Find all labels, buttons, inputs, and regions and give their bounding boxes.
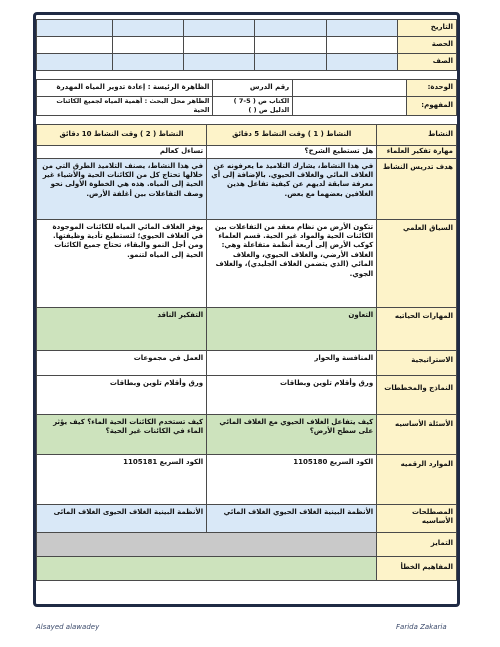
footer-author-right: Farida Zakaria [396,623,447,631]
date-cell-3[interactable] [184,20,255,37]
strategy-2: العمل في مجموعات [37,350,207,375]
header-table [36,19,457,71]
misconceptions-label: المفاهيم الخطأ [377,556,457,580]
digital-resources-1: الكود السريع 1105180 [207,454,377,504]
period-cell-2[interactable] [255,37,326,54]
date-cell-5[interactable] [37,20,113,37]
research-phenomenon: الظاهر محل البحث : أهمية المياه لجميع الكائنات الحية [37,97,213,116]
date-cell-4[interactable] [112,20,183,37]
unit-label: الوحدة: [406,80,456,97]
class-cell-5[interactable] [37,54,113,71]
life-skills-1: التعاون [207,307,377,350]
models-label: النماذج والمخططات [377,375,457,414]
life-skills-2: التفكير الناقد [37,307,207,350]
goal-1: في هذا النشاط، يشارك التلاميذ ما يعرفونه عن الغلاف المائي والغلاف الحيوي. بالإضافة إلى أي معرفة سابقة لديهم عن كيفية تفاعل هذين الغلافين بعضهما مع بعض. [207,158,377,219]
strategy-1: المنافسة والحوار [207,350,377,375]
questions-1: كيف يتفاعل الغلاف الحيوي مع الغلاف المائي على سطح الأرض؟ [207,414,377,454]
unit-table [36,79,457,116]
class-cell-2[interactable] [255,54,326,71]
class-cell-4[interactable] [112,54,183,71]
activity-label: النشاط [377,124,457,145]
key-terms-label: المصطلحات الأساسيه [377,504,457,532]
main-phenomenon: الظاهرة الرئيسة : إعادة تدوير المياه المهدرة [37,80,213,97]
concept-label: المفهوم: [406,97,456,116]
book-reference: الكتاب ص ( 5-7 ) الدليل ص ( ) [213,97,293,116]
questions-2: كيف تستخدم الكائنات الحية الماء؟ كيف يؤثر الماء في الكائنات غير الحية؟ [37,414,207,454]
date-label: التاريخ [398,20,457,37]
context-1: تتكون الأرض من نظام معقد من التفاعلات بين الكائنات الحية والمواد غير الحية. قسم العلماء كوكب الأرض إلى أربعة أنظمة متفاعلة وهي: الغلاف الأرضي، والغلاف الحيوي، والغلاف المائي (الذي يتضمن الغلاف الجليدي)، والغلاف الجوي. [207,219,377,307]
activity-grid [36,124,457,581]
context-2: يوفر الغلاف المائي المياه للكائنات الموجودة في الغلاف الحيوي؛ لتستطيع تأدية وظيفتها. ومن أجل النمو والبقاء، تحتاج جميع الكائنات الحية إلى المياه لتنمو. [37,219,207,307]
key-terms-1: الأنظمة البينية الغلاف الحيوي الغلاف المائي [207,504,377,532]
models-2: ورق وأقلام تلوين وبطاقات [37,375,207,414]
goal-2: في هذا النشاط، يصنف التلاميذ الطرق التي من خلالها تحتاج كل من الكائنات الحية والأشياء غير الحية إلى المياه. هذه هي الخطوة الأولى نحو وصف التفاعلات بين أغلفة الأرض. [37,158,207,219]
date-cell-2[interactable] [255,20,326,37]
period-cell-5[interactable] [37,37,113,54]
thinking-skill-1: هل تستطيع الشرح؟ [207,145,377,158]
activity-1-header: النشاط ( 1 ) وقت النشاط 5 دقائق [207,124,377,145]
digital-resources-2: الكود السريع 1105181 [37,454,207,504]
strategy-label: الاستراتيجية [377,350,457,375]
lesson-number-label: رقم الدرس [213,80,293,97]
context-label: السياق العلمي [377,219,457,307]
date-cell-1[interactable] [326,20,397,37]
class-cell-3[interactable] [184,54,255,71]
life-skills-label: المهارات الحياتيه [377,307,457,350]
unit-value[interactable] [293,80,406,97]
models-1: ورق وأقلام تلوين وبطاقات [207,375,377,414]
thinking-skill-2: تساءل كعالم [37,145,207,158]
period-label: الحصة [398,37,457,54]
worksheet-frame [33,12,460,607]
activity-2-header: النشاط ( 2 ) وقت النشاط 10 دقائق [37,124,207,145]
period-cell-3[interactable] [184,37,255,54]
differentiation-value[interactable] [37,532,377,556]
class-label: الصف [398,54,457,71]
misconceptions-value[interactable] [37,556,377,580]
goal-label: هدف تدريس النشاط [377,158,457,219]
period-cell-1[interactable] [326,37,397,54]
period-cell-4[interactable] [112,37,183,54]
digital-resources-label: الموارد الرقميه [377,454,457,504]
key-terms-2: الأنظمة البينية الغلاف الحيوى الغلاف المائى [37,504,207,532]
concept-value[interactable] [293,97,406,116]
questions-label: الأسئلة الأساسيه [377,414,457,454]
thinking-skill-label: مهارة تفكير العلماء [377,145,457,158]
class-cell-1[interactable] [326,54,397,71]
differentiation-label: التمايز [377,532,457,556]
footer-author-left: Alsayed alawadey [36,623,100,631]
